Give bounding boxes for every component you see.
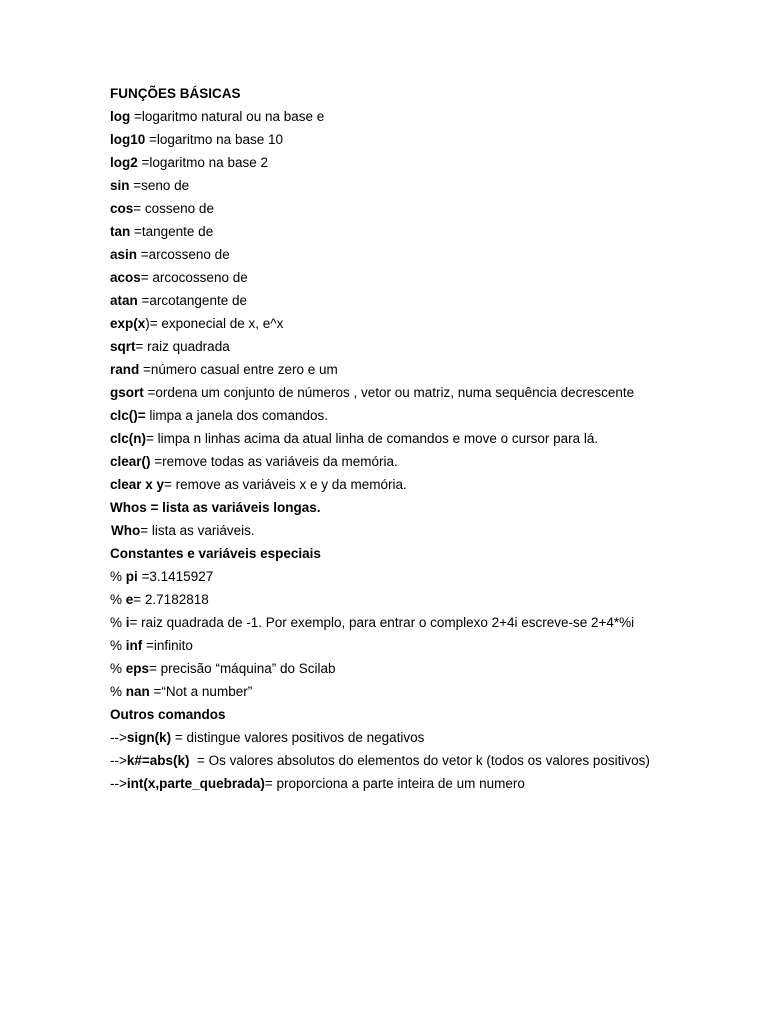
command-prefix: --> [110,730,127,745]
function-term: tan [110,224,131,239]
function-entry-clc-n [110,427,670,450]
constant-prefix: % [110,638,126,653]
command-desc: = Os valores absolutos do elementos do vetor k (todos os valores positivos) [189,753,650,768]
function-desc: = cosseno de [133,201,214,216]
function-term: sin [110,178,130,193]
constant-desc: =3.1415927 [137,569,214,584]
function-term: rand [110,362,140,377]
function-term: clear() [110,454,151,469]
function-entry-log [110,105,670,128]
function-desc: = lista as variáveis. [140,523,255,538]
function-entry-clear [110,450,670,473]
constant-prefix: % [110,569,126,584]
function-desc: =logaritmo natural ou na base e [130,109,325,124]
constant-term: i [125,615,130,630]
function-desc: =logaritmo na base 10 [145,132,283,147]
constant-term: pi [125,569,138,584]
constant-term: inf [125,638,143,653]
function-desc: )= exponecial de x, e^x [145,316,284,331]
function-term: clc(n) [110,431,147,446]
document-heading: FUNÇÕES BÁSICAS [110,86,241,101]
function-entry-exp [110,312,670,335]
constant-term: eps [125,661,150,676]
function-desc: =remove todas as variáveis da memória. [150,454,398,469]
function-term: exp(x [110,316,146,331]
function-entry-rand [110,358,670,381]
function-desc: = remove as variáveis x e y da memória. [164,477,407,492]
function-desc: =seno de [129,178,190,193]
constants-heading: Constantes e variáveis especiais [110,546,321,561]
function-term: atan [110,293,138,308]
command-term: sign(k) [126,730,172,745]
function-entry-gsort [110,381,670,404]
constant-prefix: % [110,684,126,699]
function-desc: =arcosseno de [137,247,230,262]
constant-entry-e [110,588,670,611]
constant-entry-pi [110,565,670,588]
function-desc: =ordena um conjunto de números , vetor ou matriz, numa sequência decrescente [143,385,635,400]
constant-desc: = 2.7182818 [133,592,209,607]
function-desc: =número casual entre zero e um [139,362,338,377]
constant-desc: = precisão “máquina” do Scilab [149,661,336,676]
whos-entry: Whos = lista as variáveis longas. [110,500,321,515]
command-term: k#=abs(k) [126,753,190,768]
constant-entry-nan [110,680,670,703]
constant-prefix: % [110,592,126,607]
constant-entry-eps [110,657,670,680]
function-term: asin [110,247,138,262]
function-term: cos [110,201,134,216]
function-entry-cos [110,197,670,220]
other-commands-heading: Outros comandos [110,707,226,722]
function-term: clc()= [110,408,146,423]
function-desc: =logaritmo na base 2 [137,155,268,170]
function-entry-atan [110,289,670,312]
function-entry-clc [110,404,670,427]
function-entry-log2 [110,151,670,174]
command-prefix: --> [110,776,127,791]
function-term: log [110,109,131,124]
command-desc: = distingue valores positivos de negativos [171,730,425,745]
command-term: int(x,parte_quebrada) [126,776,265,791]
function-entry-acos [110,266,670,289]
function-desc: =arcotangente de [137,293,247,308]
function-entry-asin [110,243,670,266]
function-entry-clear-x-y [110,473,670,496]
command-prefix: --> [110,753,127,768]
command-entry-int [110,772,670,795]
function-term: acos [110,270,141,285]
constant-desc: =infinito [142,638,193,653]
document-page [110,82,670,795]
command-desc: = proporciona a parte inteira de um numero [264,776,525,791]
function-desc: = limpa n linhas acima da atual linha de comandos e move o cursor para lá. [146,431,599,446]
constant-prefix: % [110,615,126,630]
constant-entry-i [110,611,670,634]
command-entry-abs [110,749,670,772]
function-term: gsort [110,385,144,400]
constant-desc: =“Not a number” [149,684,253,699]
constant-entry-inf [110,634,670,657]
command-entry-sign [110,726,670,749]
constant-desc: = raiz quadrada de -1. Por exemplo, para entrar o complexo 2+4i escreve-se 2+4*%i [129,615,635,630]
function-term: sqrt [110,339,136,354]
function-desc: limpa a janela dos comandos. [145,408,329,423]
function-entry-sqrt [110,335,670,358]
function-entry-tan [110,220,670,243]
who-entry [110,519,670,542]
function-entry-log10 [110,128,670,151]
function-term: clear x y [110,477,165,492]
constant-term: e [125,592,134,607]
function-term: log10 [110,132,146,147]
function-entry-sin [110,174,670,197]
function-desc: = raiz quadrada [135,339,230,354]
function-desc: =tangente de [130,224,214,239]
constant-prefix: % [110,661,126,676]
constant-term: nan [125,684,150,699]
function-term: log2 [110,155,138,170]
function-desc: = arcocosseno de [140,270,248,285]
function-term: Who [111,523,141,538]
